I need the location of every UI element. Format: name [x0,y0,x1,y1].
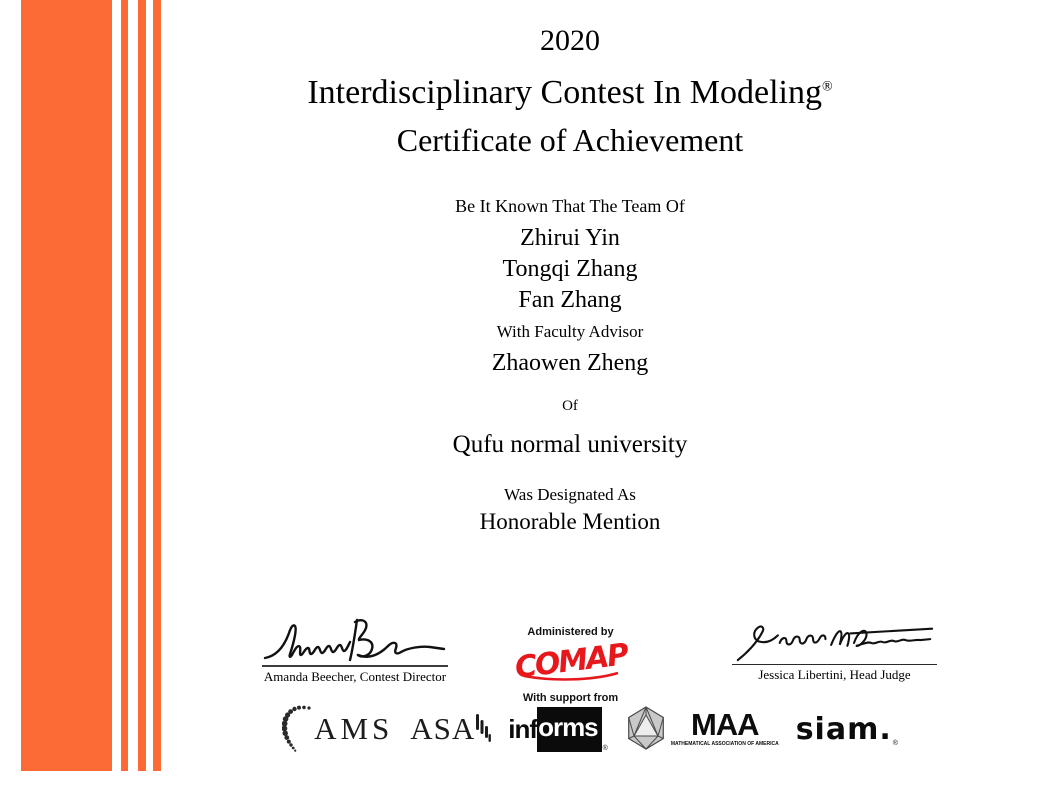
administered-by-label: Administered by [527,626,614,638]
registered-trademark: ® [822,79,833,95]
support-from-label: With support from [522,692,619,704]
siam-logo [796,712,898,747]
maa-text-block [670,707,779,747]
institution-name: Qufu normal university [452,431,688,458]
team-member-2: Tongqi Zhang [502,256,638,282]
maa-caption: MATHEMATICAL ASSOCIATION OF AMERICA [670,740,779,747]
contest-title [170,74,970,112]
signature-line-right [732,664,937,665]
siam-registered-mark: ® [892,739,898,747]
team-member-1: Zhirui Yin [520,225,620,251]
known-line: Be It Known That The Team Of [455,196,685,216]
designation-label: Was Designated As [504,485,636,504]
certificate-subtitle: Certificate of Achievement [396,122,744,158]
signature-block-contest-director [262,616,448,685]
maa-icosahedron-icon [625,706,667,752]
informs-prefix-text: inf [508,713,538,744]
ams-dotted-arc-icon [282,704,312,754]
asa-text: ASA [410,711,476,746]
advisor-label: With Faculty Advisor [496,322,644,341]
left-orange-bar [21,0,112,771]
orange-stripe-3 [153,0,161,771]
signature-jessica-icon [732,622,937,662]
informs-logo [508,707,608,752]
svg-text:COMAP: COMAP [512,639,629,683]
informs-registered-mark: ® [602,744,608,752]
head-judge-caption: Jessica Libertini, Head Judge [758,667,911,682]
orange-stripe-1 [121,0,128,771]
designation-award: Honorable Mention [479,509,661,534]
comap-logo [488,639,653,688]
orange-stripe-2 [138,0,146,771]
administered-by-block [488,626,653,704]
maa-text: MAA [690,707,759,743]
ams-text: AMS [314,711,394,746]
advisor-name: Zhaowen Zheng [491,350,649,376]
contest-year: 2020 [540,24,600,57]
asa-logo [410,711,491,747]
signature-amanda-icon [262,616,448,664]
of-label: Of [562,398,578,414]
contest-director-caption: Amanda Beecher, Contest Director [263,669,447,684]
signature-line-left [262,665,448,667]
contest-title-text: Interdisciplinary Contest In Modeling [307,74,822,111]
maa-logo [625,706,779,752]
comap-logo-icon [506,639,636,683]
ams-logo [282,704,393,754]
team-member-3: Fan Zhang [518,287,622,313]
sponsor-logo-row [190,700,990,758]
informs-boxed-text: orms [537,707,602,752]
siam-text: siam. [795,711,892,747]
asa-bars-icon [475,712,491,746]
signature-block-head-judge [732,622,937,683]
